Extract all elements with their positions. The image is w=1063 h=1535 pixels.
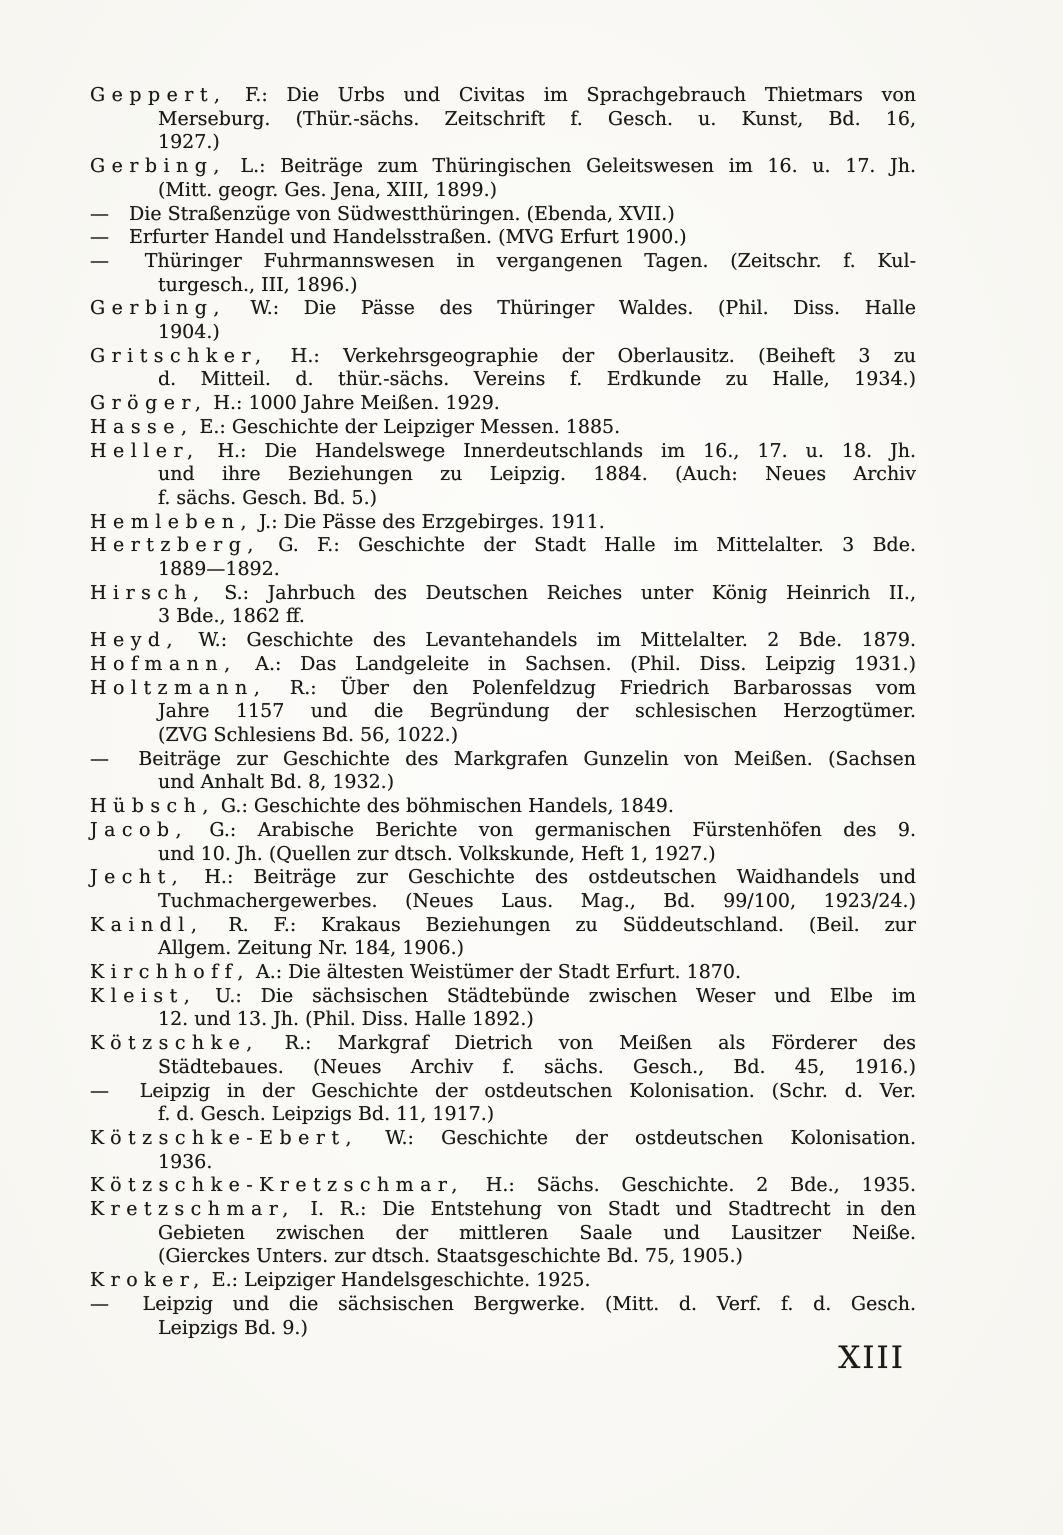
bib-entry bbox=[90, 1080, 916, 1127]
bib-entry bbox=[90, 961, 916, 985]
bib-line: (ZVG Schlesiens Bd. 56, 1022.) bbox=[158, 723, 459, 746]
bib-entry bbox=[90, 1127, 916, 1174]
bib-line: Hertzberg, G. F.: Geschichte der Stadt Halle im Mittelalter. 3 Bde. bbox=[90, 534, 916, 557]
bib-line: d. Mitteil. d. thür.-sächs. Vereins f. Erdkunde zu Halle, 1934.) bbox=[158, 368, 916, 391]
bib-line: Heyd, W.: Geschichte des Levantehandels im Mittelalter. 2 Bde. 1879. bbox=[90, 629, 916, 652]
bib-line: — Erfurter Handel und Handelsstraßen. (MVG Erfurt 1900.) bbox=[90, 226, 687, 249]
bib-line: — Leipzig in der Geschichte der ostdeutschen Kolonisation. (Schr. d. Ver. bbox=[90, 1079, 916, 1102]
bib-line: Geppert, F.: Die Urbs und Civitas im Sprachgebrauch Thietmars von bbox=[90, 84, 916, 106]
bib-line: und Anhalt Bd. 8, 1932.) bbox=[158, 771, 395, 794]
bib-line: 1904.) bbox=[158, 321, 220, 344]
bib-entry bbox=[90, 866, 916, 913]
bib-line: — Thüringer Fuhrmannswesen in vergangenen Tagen. (Zeitschr. f. Kul- bbox=[90, 249, 916, 272]
bib-entry bbox=[90, 416, 916, 440]
bib-entry bbox=[90, 1293, 916, 1340]
bib-entry bbox=[90, 511, 916, 535]
bib-line: Kaindl, R. F.: Krakaus Beziehungen zu Süddeutschland. (Beil. zur bbox=[90, 913, 916, 936]
same-author-dash: — bbox=[90, 1079, 109, 1102]
bib-line: 1936. bbox=[158, 1150, 213, 1173]
author-name: Gerbing, bbox=[90, 297, 226, 320]
same-author-dash: — bbox=[90, 202, 109, 225]
bib-entry bbox=[90, 155, 916, 202]
bib-entry bbox=[90, 345, 916, 392]
bib-entry bbox=[90, 534, 916, 581]
author-name: Kötzschke-Kretzschmar, bbox=[90, 1174, 464, 1197]
bib-entry bbox=[90, 748, 916, 795]
bib-line: 1889—1892. bbox=[158, 558, 280, 581]
author-name: Gerbing, bbox=[90, 155, 226, 178]
bib-entry bbox=[90, 629, 916, 653]
bib-line: Kretzschmar, I. R.: Die Entstehung von Stadt und Stadtrecht in den bbox=[90, 1198, 916, 1221]
bib-line: Gebieten zwischen der mittleren Saale und Lausitzer Neiße. bbox=[158, 1221, 916, 1244]
bib-line: Jecht, H.: Beiträge zur Geschichte des ostdeutschen Waidhandels und bbox=[90, 866, 916, 889]
bib-line: Jahre 1157 und die Begründung der schlesischen Herzogtümer. bbox=[158, 700, 916, 723]
bib-entry bbox=[90, 84, 916, 155]
bib-line: Allgem. Zeitung Nr. 184, 1906.) bbox=[158, 937, 465, 960]
author-name: Kötzschke, bbox=[90, 1032, 259, 1055]
bib-line: 1927.) bbox=[158, 131, 220, 154]
bib-line: — Die Straßenzüge von Südwestthüringen. (Ebenda, XVII.) bbox=[90, 202, 675, 225]
bib-line: (Gierckes Unters. zur dtsch. Staatsgeschichte Bd. 75, 1905.) bbox=[158, 1245, 743, 1268]
bib-line: (Mitt. geogr. Ges. Jena, XIII, 1899.) bbox=[158, 178, 498, 201]
bib-entry bbox=[90, 795, 916, 819]
bib-line: Merseburg. (Thür.-sächs. Zeitschrift f. Gesch. u. Kunst, Bd. 16, bbox=[158, 107, 916, 130]
bib-entry bbox=[90, 677, 916, 748]
bib-entry bbox=[90, 1174, 916, 1198]
bib-line: Hirsch, S.: Jahrbuch des Deutschen Reiches unter König Heinrich II., bbox=[90, 581, 916, 604]
same-author-dash: — bbox=[90, 747, 109, 770]
author-name: Hübsch, bbox=[90, 795, 215, 818]
bib-line: f. d. Gesch. Leipzigs Bd. 11, 1917.) bbox=[158, 1103, 495, 1126]
author-name: Hofmann, bbox=[90, 652, 237, 675]
author-name: Jecht, bbox=[90, 866, 185, 889]
same-author-dash: — bbox=[90, 226, 109, 249]
author-name: Hertzberg, bbox=[90, 534, 260, 557]
bib-line: Heller, H.: Die Handelswege Innerdeutschlands im 16., 17. u. 18. Jh. bbox=[90, 439, 916, 462]
bib-entry bbox=[90, 1269, 916, 1293]
author-name: Hasse, bbox=[90, 415, 194, 438]
bib-entry bbox=[90, 653, 916, 677]
bib-line: Hofmann, A.: Das Landgeleite in Sachsen. (Phil. Diss. Leipzig 1931.) bbox=[90, 652, 916, 675]
bib-entry bbox=[90, 297, 916, 344]
bib-line: turgesch., III, 1896.) bbox=[158, 273, 358, 296]
bib-line: Leipzigs Bd. 9.) bbox=[158, 1316, 308, 1339]
bib-line: Kleist, U.: Die sächsischen Städtebünde zwischen Weser und Elbe im bbox=[90, 984, 916, 1007]
bib-line: Gröger, H.: 1000 Jahre Meißen. 1929. bbox=[90, 392, 500, 415]
bib-line: Kroker, E.: Leipziger Handelsgeschichte. 1925. bbox=[90, 1269, 591, 1292]
author-name: Geppert, bbox=[90, 84, 227, 106]
bibliography-list bbox=[90, 84, 916, 1340]
bib-line: und ihre Beziehungen zu Leipzig. 1884. (Auch: Neues Archiv bbox=[158, 463, 916, 486]
same-author-dash: — bbox=[90, 249, 109, 272]
bib-line: f. sächs. Gesch. Bd. 5.) bbox=[158, 486, 378, 509]
author-name: Holtzmann, bbox=[90, 676, 267, 699]
bib-line: Hasse, E.: Geschichte der Leipziger Messen. 1885. bbox=[90, 415, 621, 438]
bib-line: Kötzschke-Ebert, W.: Geschichte der ostdeutschen Kolonisation. bbox=[90, 1126, 916, 1149]
author-name: Hemleben, bbox=[90, 510, 253, 533]
bib-line: Holtzmann, R.: Über den Polenfeldzug Friedrich Barbarossas vom bbox=[90, 676, 916, 699]
bib-line: Gritschker, H.: Verkehrsgeographie der Oberlausitz. (Beiheft 3 zu bbox=[90, 344, 916, 367]
bib-entry bbox=[90, 914, 916, 961]
bib-line: Kötzschke, R.: Markgraf Dietrich von Meißen als Förderer des bbox=[90, 1032, 916, 1055]
bib-entry bbox=[90, 819, 916, 866]
bib-line: 12. und 13. Jh. (Phil. Diss. Halle 1892.) bbox=[158, 1008, 534, 1031]
bib-entry bbox=[90, 392, 916, 416]
bib-entry bbox=[90, 1198, 916, 1269]
author-name: Kroker, bbox=[90, 1269, 206, 1292]
author-name: Gritschker, bbox=[90, 344, 268, 367]
page-number: XIII bbox=[838, 1340, 905, 1376]
bib-line: Hübsch, G.: Geschichte des böhmischen Handels, 1849. bbox=[90, 795, 674, 818]
author-name: Kretzschmar, bbox=[90, 1198, 295, 1221]
bib-entry bbox=[90, 250, 916, 297]
bib-entry bbox=[90, 1032, 916, 1079]
bib-entry bbox=[90, 582, 916, 629]
author-name: Kirchhoff, bbox=[90, 961, 250, 984]
bib-line: Kötzschke-Kretzschmar, H.: Sächs. Geschichte. 2 Bde., 1935. bbox=[90, 1174, 916, 1197]
bib-line: — Beiträge zur Geschichte des Markgrafen Gunzelin von Meißen. (Sachsen bbox=[90, 747, 916, 770]
bib-entry bbox=[90, 226, 916, 250]
author-name: Kleist, bbox=[90, 984, 197, 1007]
bib-line: Jacob, G.: Arabische Berichte von germanischen Fürstenhöfen des 9. bbox=[90, 818, 916, 841]
author-name: Hirsch, bbox=[90, 581, 206, 604]
bib-line: Tuchmachergewerbes. (Neues Laus. Mag., Bd. 99/100, 1923/24.) bbox=[158, 889, 916, 912]
bib-entry bbox=[90, 203, 916, 227]
bib-line: Städtebaues. (Neues Archiv f. sächs. Gesch., Bd. 45, 1916.) bbox=[158, 1055, 916, 1078]
bib-line: und 10. Jh. (Quellen zur dtsch. Volkskunde, Heft 1, 1927.) bbox=[158, 842, 716, 865]
author-name: Kaindl, bbox=[90, 913, 204, 936]
author-name: Heller, bbox=[90, 439, 200, 462]
same-author-dash: — bbox=[90, 1292, 109, 1315]
bib-line: Gerbing, W.: Die Pässe des Thüringer Waldes. (Phil. Diss. Halle bbox=[90, 297, 916, 320]
bib-line: 3 Bde., 1862 ff. bbox=[158, 605, 305, 628]
bib-entry bbox=[90, 440, 916, 511]
bib-line: — Leipzig und die sächsischen Bergwerke. (Mitt. d. Verf. f. d. Gesch. bbox=[90, 1292, 916, 1315]
author-name: Heyd, bbox=[90, 629, 180, 652]
author-name: Kötzschke-Ebert, bbox=[90, 1126, 358, 1149]
author-name: Jacob, bbox=[90, 818, 188, 841]
bib-line: Gerbing, L.: Beiträge zum Thüringischen Geleitswesen im 16. u. 17. Jh. bbox=[90, 155, 916, 178]
bib-line: Kirchhoff, A.: Die ältesten Weistümer der Stadt Erfurt. 1870. bbox=[90, 961, 742, 984]
bib-line: Hemleben, J.: Die Pässe des Erzgebirges. 1911. bbox=[90, 510, 605, 533]
author-name: Gröger, bbox=[90, 392, 208, 415]
bib-entry bbox=[90, 985, 916, 1032]
